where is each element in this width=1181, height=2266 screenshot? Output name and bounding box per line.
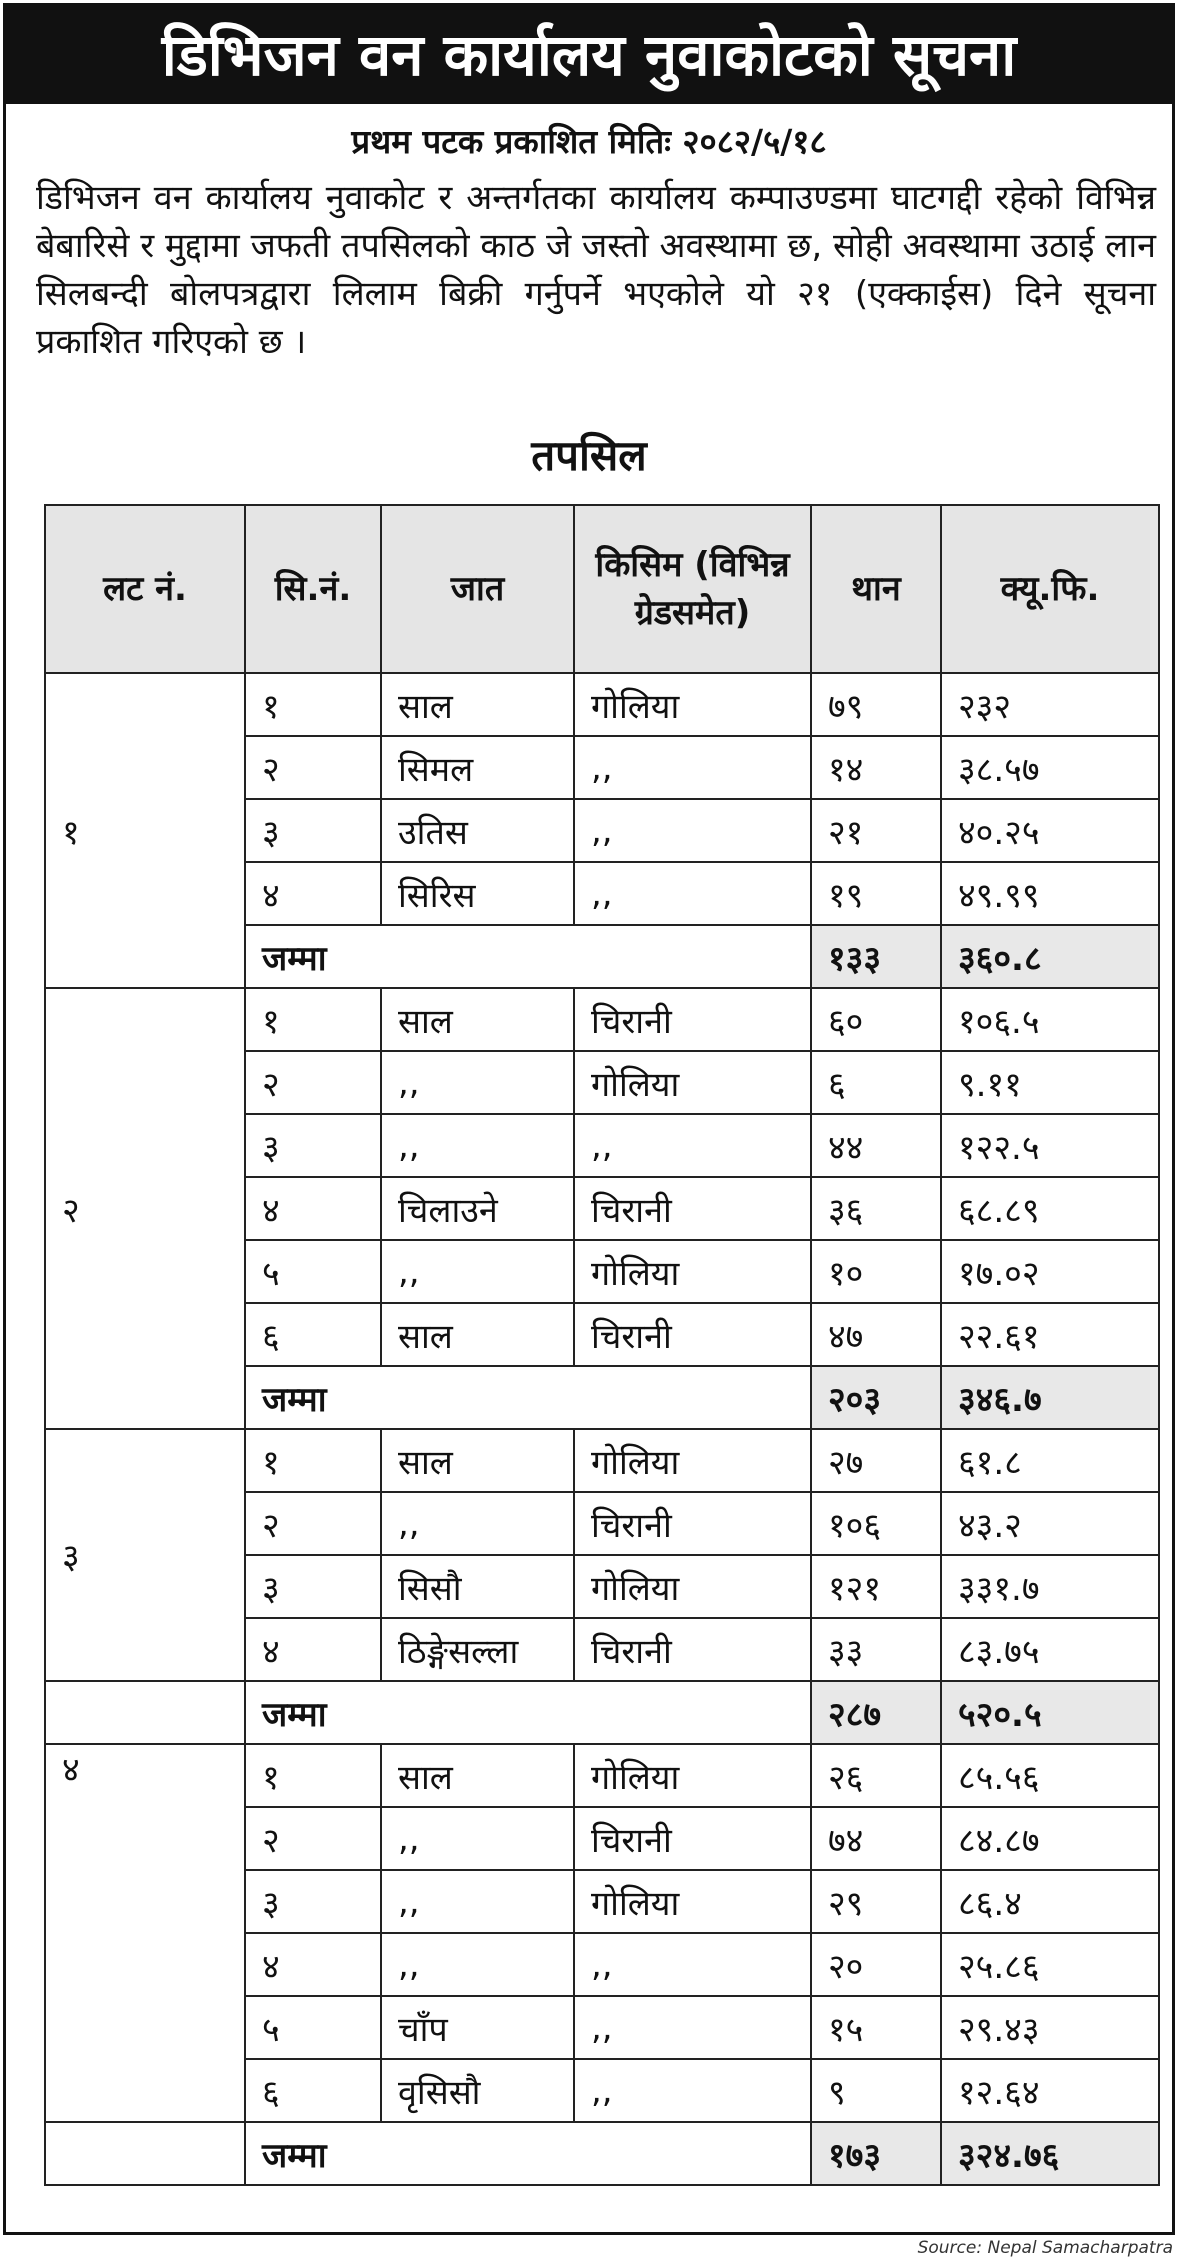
total-pieces: १७३ [811,2122,941,2185]
header-serial-no: सि.नं. [245,505,381,673]
cell-cft: १२२.५ [941,1114,1159,1177]
cell-pieces: १० [811,1240,941,1303]
total-row [45,1681,1159,1744]
cell-species: ,, [381,1807,574,1870]
total-pieces: २८७ [811,1681,941,1744]
cell-type: गोलिया [574,1555,811,1618]
cell-serial: ३ [245,799,381,862]
notice-body: डिभिजन वन कार्यालय नुवाकोट र अन्तर्गतका कार्यालय कम्पाउण्डमा घाटगद्दी रहेको विभिन्न बेबारिसे र मुद्दामा जफती तपसिलको काठ जे जस्तो अवस्थामा छ, सोही अवस्थामा उठाई लान सिलबन्दी बोलपत्रद्वारा लिलाम बिक्री गर्नुपर्ने भएकोले यो २१ (एक्काईस) दिने सूचना प्रकाशित गरिएको छ । [36,178,1156,362]
total-row [45,2122,1159,2185]
notice-title: डिभिजन वन कार्यालय नुवाकोटको सूचना [6,6,1172,104]
cell-pieces: ६० [811,988,941,1051]
cell-cft: ९.११ [941,1051,1159,1114]
cell-serial: ६ [245,1303,381,1366]
cell-species: साल [381,1303,574,1366]
cell-cft: ८३.७५ [941,1618,1159,1681]
cell-pieces: २० [811,1933,941,1996]
cell-cft: ८६.४ [941,1870,1159,1933]
cell-type: गोलिया [574,1051,811,1114]
cell-type: गोलिया [574,1744,811,1807]
cell-pieces: ४४ [811,1114,941,1177]
cell-serial: ३ [245,1114,381,1177]
cell-pieces: ७४ [811,1807,941,1870]
cell-type: गोलिया [574,1240,811,1303]
lot-blank-cell [45,1681,245,1744]
table-row [45,1744,1159,1807]
table-row [45,988,1159,1051]
cell-species: साल [381,673,574,736]
cell-cft: ८४.८७ [941,1807,1159,1870]
cell-cft: १७.०२ [941,1240,1159,1303]
cell-type: चिरानी [574,1618,811,1681]
cell-pieces: ६ [811,1051,941,1114]
cell-serial: २ [245,736,381,799]
cell-species: उतिस [381,799,574,862]
notice-frame [3,3,1175,2235]
cell-type: ,, [574,799,811,862]
total-pieces: १३३ [811,925,941,988]
header-cubic-feet: क्यू.फि. [941,505,1159,673]
cell-serial: १ [245,1744,381,1807]
cell-type: चिरानी [574,1177,811,1240]
cell-serial: २ [245,1492,381,1555]
cell-cft: ८५.५६ [941,1744,1159,1807]
table-row [45,1429,1159,1492]
cell-cft: ३८.५७ [941,736,1159,799]
cell-type: चिरानी [574,1492,811,1555]
source-credit: Source: Nepal Samacharpatra [917,2238,1173,2258]
cell-serial: १ [245,673,381,736]
cell-pieces: ३३ [811,1618,941,1681]
cell-serial: ५ [245,1996,381,2059]
cell-species: वृसिसौ [381,2059,574,2122]
cell-serial: ४ [245,1618,381,1681]
cell-cft: ४९.९९ [941,862,1159,925]
cell-species: चाँप [381,1996,574,2059]
lot-number: ३ [45,1429,245,1681]
total-cubic-feet: ५२०.५ [941,1681,1159,1744]
published-date: प्रथम पटक प्रकाशित मितिः २०८२/५/१८ [351,122,827,161]
header-type: किसिम (विभिन्न ग्रेडसमेत) [574,505,811,673]
total-pieces: २०३ [811,1366,941,1429]
cell-species: ,, [381,1051,574,1114]
cell-serial: ६ [245,2059,381,2122]
cell-pieces: २९ [811,1870,941,1933]
cell-pieces: २६ [811,1744,941,1807]
cell-type: गोलिया [574,1870,811,1933]
total-cubic-feet: ३४६.७ [941,1366,1159,1429]
cell-species: ठिङ्गेसल्ला [381,1618,574,1681]
total-cubic-feet: ३२४.७६ [941,2122,1159,2185]
lot-number: १ [45,673,245,988]
total-label: जम्मा [245,1681,811,1744]
cell-cft: ६१.८ [941,1429,1159,1492]
cell-cft: २९.४३ [941,1996,1159,2059]
cell-type: चिरानी [574,988,811,1051]
total-label: जम्मा [245,1366,811,1429]
cell-pieces: १९ [811,862,941,925]
cell-cft: १२.६४ [941,2059,1159,2122]
cell-species: ,, [381,1114,574,1177]
details-table [44,504,1160,2186]
cell-serial: १ [245,988,381,1051]
cell-species: साल [381,988,574,1051]
cell-species: सिसौ [381,1555,574,1618]
cell-serial: ४ [245,862,381,925]
cell-species: ,, [381,1492,574,1555]
cell-serial: २ [245,1807,381,1870]
header-species: जात [381,505,574,673]
cell-pieces: २१ [811,799,941,862]
cell-type: ,, [574,2059,811,2122]
cell-pieces: १२१ [811,1555,941,1618]
cell-serial: ५ [245,1240,381,1303]
total-label: जम्मा [245,2122,811,2185]
cell-pieces: ३६ [811,1177,941,1240]
lot-number: ४ [45,1744,245,2122]
table-header-row [45,505,1159,673]
cell-type: चिरानी [574,1807,811,1870]
cell-species: ,, [381,1870,574,1933]
cell-type: ,, [574,736,811,799]
cell-serial: ४ [245,1933,381,1996]
cell-serial: ४ [245,1177,381,1240]
header-pieces: थान [811,505,941,673]
total-label: जम्मा [245,925,811,988]
cell-type: गोलिया [574,673,811,736]
cell-type: ,, [574,1996,811,2059]
cell-cft: १०६.५ [941,988,1159,1051]
cell-cft: ३३१.७ [941,1555,1159,1618]
cell-species: ,, [381,1240,574,1303]
cell-cft: ४०.२५ [941,799,1159,862]
table-body [45,673,1159,2185]
cell-pieces: १५ [811,1996,941,2059]
header-lot-no: लट नं. [45,505,245,673]
cell-pieces: ७९ [811,673,941,736]
cell-species: सिमल [381,736,574,799]
table-row [45,673,1159,736]
cell-cft: ६८.८९ [941,1177,1159,1240]
lot-blank-cell [45,2122,245,2185]
cell-type: ,, [574,1114,811,1177]
cell-serial: १ [245,1429,381,1492]
section-title: तपसिल [531,431,647,480]
cell-pieces: ९ [811,2059,941,2122]
cell-pieces: १४ [811,736,941,799]
lot-number: २ [45,988,245,1429]
cell-serial: २ [245,1051,381,1114]
cell-cft: २२.६१ [941,1303,1159,1366]
cell-pieces: १०६ [811,1492,941,1555]
cell-type: चिरानी [574,1303,811,1366]
cell-type: ,, [574,862,811,925]
cell-species: साल [381,1429,574,1492]
cell-serial: ३ [245,1870,381,1933]
cell-species: चिलाउने [381,1177,574,1240]
cell-cft: २३२ [941,673,1159,736]
cell-species: साल [381,1744,574,1807]
total-cubic-feet: ३६०.८ [941,925,1159,988]
cell-cft: ४३.२ [941,1492,1159,1555]
cell-species: सिरिस [381,862,574,925]
cell-cft: २५.८६ [941,1933,1159,1996]
cell-pieces: ४७ [811,1303,941,1366]
cell-type: ,, [574,1933,811,1996]
cell-pieces: २७ [811,1429,941,1492]
cell-serial: ३ [245,1555,381,1618]
cell-species: ,, [381,1933,574,1996]
cell-type: गोलिया [574,1429,811,1492]
